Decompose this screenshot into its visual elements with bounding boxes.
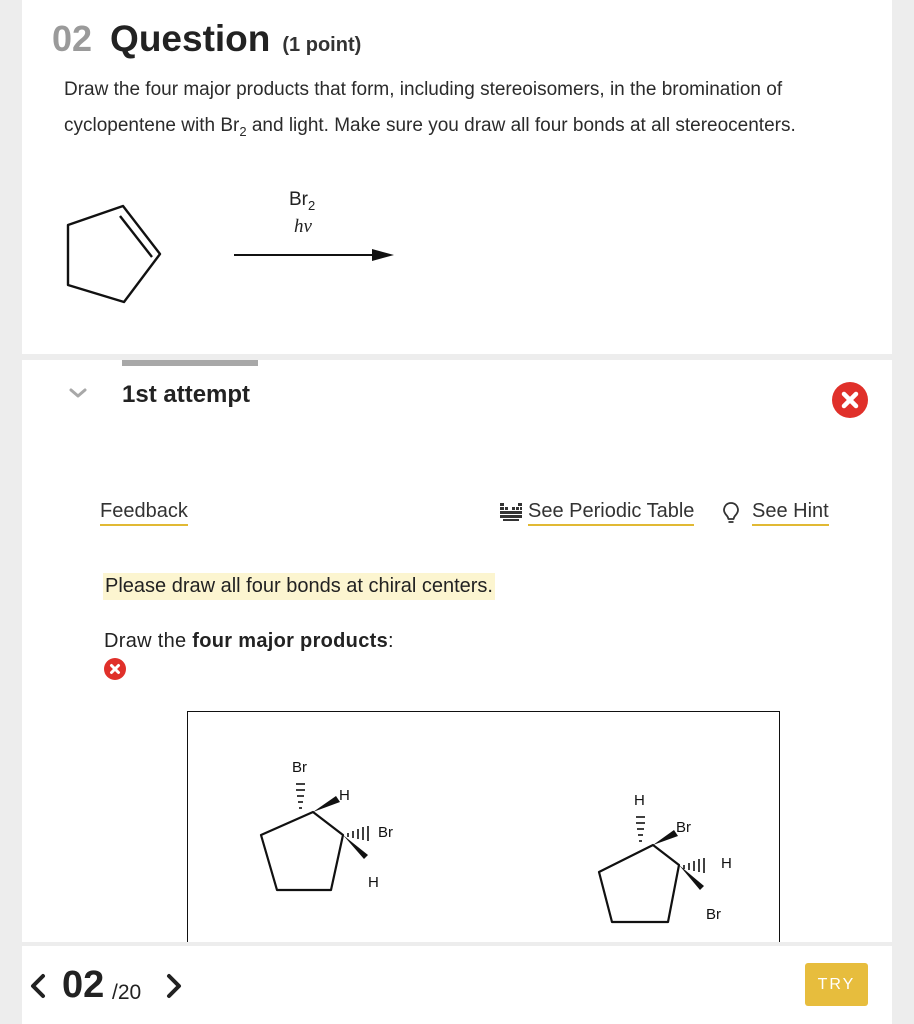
molecule-1-atom-top: Br <box>292 759 307 776</box>
question-card <box>22 0 892 354</box>
reagent-condition: hν <box>294 216 312 237</box>
answer-incorrect-icon <box>104 658 126 680</box>
lightbulb-icon[interactable] <box>722 501 740 525</box>
incorrect-status-icon <box>832 382 868 418</box>
question-text-subscript: 2 <box>239 123 247 139</box>
molecule-1-hash-bond-up <box>296 784 305 808</box>
drawn-structures <box>188 712 781 942</box>
molecule-2 <box>599 792 732 923</box>
molecule-1-wedge-bond <box>313 796 340 812</box>
periodic-table-icon[interactable] <box>500 503 522 521</box>
molecule-2-wedge-down <box>679 865 704 890</box>
molecule-1-hash-bond-right <box>348 826 368 841</box>
prompt-suffix: : <box>388 630 394 652</box>
try-button[interactable]: TRY <box>805 963 868 1006</box>
molecule-2-hash-bond-up <box>636 817 645 841</box>
answer-prompt <box>104 630 394 653</box>
attempt-tab-indicator <box>122 360 258 366</box>
chevron-right-icon[interactable] <box>164 972 184 1000</box>
chevron-down-icon[interactable] <box>68 386 88 400</box>
molecule-1-atom-bottom: H <box>368 874 379 891</box>
cyclopentene-structure <box>68 206 160 302</box>
feedback-note: Please draw all four bonds at chiral centers. <box>103 573 495 600</box>
question-text <box>64 72 854 150</box>
molecule-2-ring <box>599 845 679 922</box>
molecule-1-wedge-down <box>343 835 368 859</box>
drawing-canvas[interactable] <box>187 711 780 942</box>
question-text-part2: and light. Make sure you draw all four bonds at all stereocenters. <box>246 115 796 136</box>
reaction-arrow <box>234 249 394 261</box>
question-title: Question <box>110 18 271 59</box>
molecule-2-wedge-bond <box>653 830 678 845</box>
feedback-link[interactable]: Feedback <box>100 500 188 526</box>
reagent-label: $Br_2$ <box>289 189 316 213</box>
pagination-footer <box>22 946 892 1024</box>
molecule-1-ring <box>261 812 343 890</box>
prompt-prefix: Draw the <box>104 630 193 652</box>
prompt-bold: four major products <box>192 630 389 652</box>
molecule-2-atom-wedge: Br <box>676 819 691 836</box>
molecule-2-atom-hash: H <box>721 855 732 872</box>
attempt-label[interactable]: 1st attempt <box>122 381 251 408</box>
current-page: 02 <box>62 964 105 1006</box>
cyclopentene-ring <box>68 206 160 302</box>
question-header <box>52 18 361 60</box>
molecule-2-atom-bottom: Br <box>706 906 721 923</box>
question-number: 02 <box>52 18 93 59</box>
molecule-2-hash-bond-right <box>684 858 704 873</box>
reaction-scheme <box>22 170 442 320</box>
molecule-2-atom-top: H <box>634 792 645 809</box>
periodic-table-link[interactable]: See Periodic Table <box>528 500 694 526</box>
molecule-1 <box>261 759 393 891</box>
molecule-1-atom-hash: Br <box>378 824 393 841</box>
total-pages: /20 <box>112 981 142 1004</box>
chevron-left-icon[interactable] <box>28 972 48 1000</box>
question-text-part1: Draw the four major products that form, including stereoisomers, in the bromination of cyclopentene with Br <box>64 79 783 136</box>
attempt-card <box>22 360 892 942</box>
question-points: (1 point) <box>282 34 362 56</box>
hint-link[interactable]: See Hint <box>752 500 829 526</box>
molecule-1-atom-wedge: H <box>339 787 350 804</box>
